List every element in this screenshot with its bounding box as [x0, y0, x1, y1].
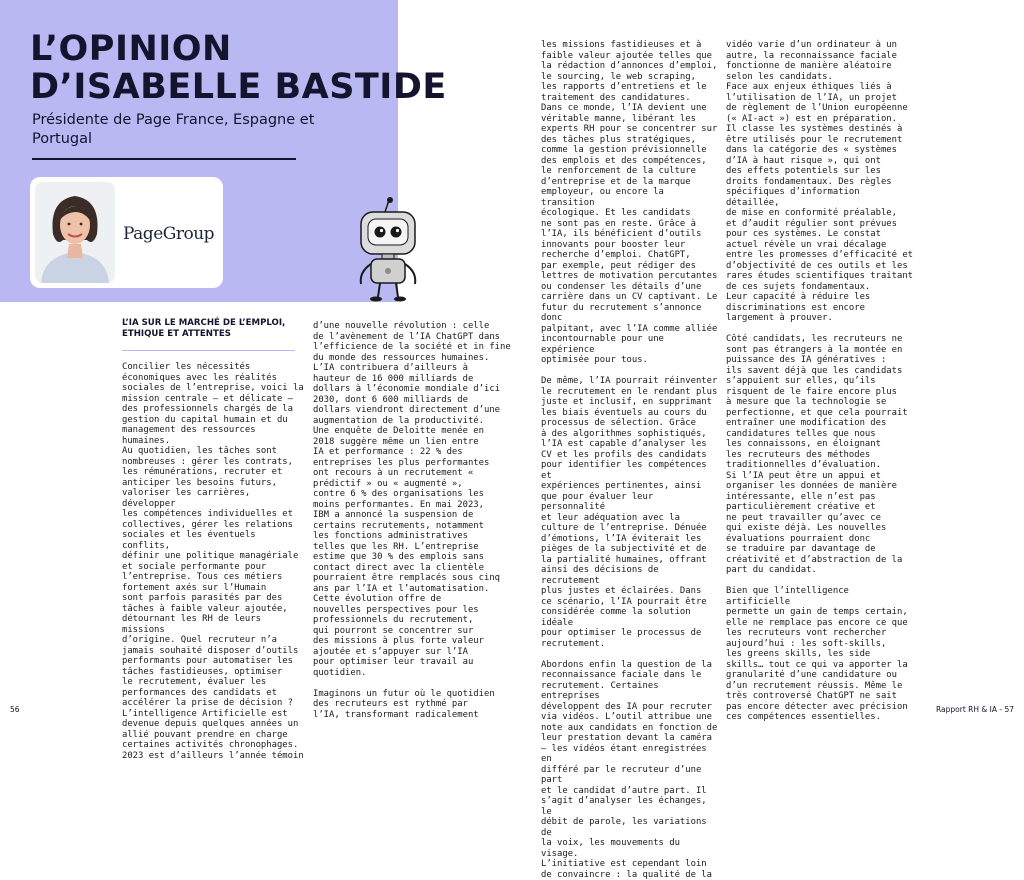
title-divider	[32, 158, 296, 160]
paragraph: Bien que l’intelligence artificielle permette un gain de temps certain, elle ne remplace pas encore ce que les recruteurs vont rechercher aujourd’hui : les soft-skills, les greens skills, les side skills… tout ce qui va apporter la granularité d’une candidature ou d’un recrutement réussis. Même le très controversé ChatGPT ne sait pas encore détecter avec précision ces compétences essentielles.	[726, 586, 916, 723]
paragraph: d’une nouvelle révolution : celle de l’avènement de l’IA ChatGPT dans l’efficience de la société et in fine du monde des ressources humaines. L’IA contribuera d’ailleurs à hauteur de 16 000 milliards de dollars à l’économie mondiale d’ici 2030, dont 6 600 milliards de dollars viendront directement d’une augmentation de la productivité. Une enquête de Deloitte menée en 2018 suggère même un lien entre IA et performance : 22 % des entreprises les plus performantes ont recours à un recrutement « prédictif » ou « augmenté », contre 6 % des organisations les moins performantes. En mai 2023, IBM a annoncé la suspension de certains recrutements, notamment les fonctions administratives telles que les RH. L’entreprise estime que 30 % des emplois sans contact direct avec la clientèle pourraient être remplacés sous cinq ans par l’IA et l’automatisation. Cette évolution offre de nouvelles perspectives pour les professionnels du recrutement, qui pourront se concentrer sur des missions à plus forte valeur ajoutée et s’appuyer sur l’IA pour optimiser leur travail au quotidien.	[313, 321, 523, 678]
paragraph: Imaginons un futur où le quotidien des recruteurs est rythmé par l’IA, transformant radicalement	[313, 689, 523, 721]
page-number-right: Rapport RH & IA - 57	[936, 705, 1014, 714]
page-number-left: 56	[10, 705, 20, 714]
paragraph: Concilier les nécessités économiques avec les réalités sociales de l’entreprise, voici la mission centrale – et délicate – des professionnels chargés de la gestion du capital humain et du management des ressources humaines. Au quotidien, les tâches sont nombreuses : gérer les contrats, les rémunérations, recruter et anticiper les besoins futurs, valoriser les carrières, développer les compétences individuelles et collectives, gérer les relations sociales et les éventuels conflits, définir une politique managériale et sociale performante pour l’entreprise. Tous ces métiers fortement axés sur l’Humain sont parfois parasités par des tâches à faible valeur ajoutée, détournant les RH de leurs missions d’origine. Quel recruteur n’a jamais souhaité disposer d’outils performants pour automatiser les tâches fastidieuses, optimiser le recrutement, évaluer les performances des candidats et accélérer la prise de décision ? L’intelligence Artificielle est devenue depuis quelques années un allié pouvant prendre en charge certaines activités chronophages. 2023 est d’ailleurs l’année témoin	[122, 362, 306, 761]
paragraph: vidéo varie d’un ordinateur à un autre, la reconnaissance faciale fonctionne de manière aléatoire selon les candidats. Face aux enjeux éthiques liés à l’utilisation de l’IA, un projet de règlement de l’Union européenne (« AI-act ») est en préparation. Il classe les systèmes destinés à être utilisés pour le recrutement dans la catégorie des « systèmes d’IA à haut risque », qui ont des effets potentiels sur les droits fondamentaux. Des règles spécifiques d’information détaillée, de mise en conformité préalable, et d’audit régulier sont prévues pour ces systèmes. Le constat actuel révèle un vrai décalage entre les promesses d’efficacité et d’objectivité de ces outils et les rares études scientifiques traitant de ces sujets fondamentaux. Leur capacité à réduire les discriminations est encore largement à prouver.	[726, 40, 916, 324]
pagegroup-logo: PageGroup	[123, 224, 214, 244]
robot-illustration	[335, 196, 445, 306]
author-card	[30, 177, 223, 288]
text-column-3	[541, 40, 719, 880]
section-heading-line-1: L’IA SUR LE MARCHÉ DE L’EMPLOI,	[122, 318, 302, 329]
title-line-2: D’ISABELLE BASTIDE	[30, 68, 447, 106]
paragraph: Côté candidats, les recruteurs ne sont pas étrangers à la montée en puissance des IA génératives : ils savent déjà que les candidats s’appuient sur elles, qu’ils risquent de le faire encore plus à mesure que la technologie se perfectionne, et que cela pourrait entraîner une modification des candidatures telles que nous les connaissons, en éloignant les recruteurs des méthodes traditionnelles d’évaluation. Si l’IA peut être un appui et organiser les données de manière intéressante, elle n’est pas particulièrement créative et ne peut travailler qu’avec ce qui existe déjà. Les nouvelles évaluations pourraient donc se traduire par davantage de créativité et d’abstraction de la part du candidat.	[726, 334, 916, 576]
title-line-1: L’OPINION	[30, 30, 447, 68]
text-column-4	[726, 40, 916, 723]
paragraph: les missions fastidieuses et à faible valeur ajoutée telles que la rédaction d’annonces d’emploi, le sourcing, le web scraping, les rapports d’entretiens et le traitement des candidatures. Dans ce monde, l’IA devient une véritable manne, libérant les experts RH pour se concentrer sur des tâches plus stratégiques, comme la gestion prévisionnelle des emplois et des compétences, le renforcement de la culture d’entreprise et de la marque employeur, ou encore la transition écologique. Et les candidats ne sont pas en reste. Grâce à l’IA, ils bénéficient d’outils innovants pour booster leur recherche d’emploi. ChatGPT, par exemple, peut rédiger des lettres de motivation percutantes ou condenser les détails d’une carrière dans un CV captivant. Le futur du recrutement s’annonce donc palpitant, avec l’IA comme alliée incontournable pour une expérience optimisée pour tous.	[541, 40, 719, 366]
section-divider	[122, 350, 295, 351]
text-column-2	[313, 321, 523, 720]
text-column-1	[122, 362, 306, 761]
author-role: Présidente de Page France, Espagne et Portugal	[32, 111, 332, 149]
author-portrait	[35, 182, 115, 283]
section-heading-line-2: ETHIQUE ET ATTENTES	[122, 329, 302, 340]
section-heading	[122, 318, 302, 340]
article-title	[30, 30, 447, 106]
paragraph: Abordons enfin la question de la reconnaissance faciale dans le recrutement. Certaines entreprises développent des IA pour recruter via vidéos. L’outil attribue une note aux candidats en fonction de leur prestation devant la caméra – les vidéos étant enregistrées en différé par le recruteur d’une part et le candidat d’autre part. Il s’agit d’analyser les échanges, le débit de parole, les variations de la voix, les mouvements du visage. L’initiative est cependant loin de convaincre : la qualité de la	[541, 660, 719, 880]
paragraph: De même, l’IA pourrait réinventer le recrutement en le rendant plus juste et inclusif, en supprimant les biais éventuels au cours du processus de sélection. Grâce à des algorithmes sophistiqués, l’IA est capable d’analyser les CV et les profils des candidats pour identifier les compétences et expériences pertinentes, ainsi que pour évaluer leur personnalité et leur adéquation avec la culture de l’entreprise. Dénuée d’émotions, l’IA éviterait les pièges de la subjectivité et de la partialité humaines, offrant ainsi des décisions de recrutement plus justes et éclairées. Dans ce scénario, l’IA pourrait être considérée comme la solution idéale pour optimiser le processus de recrutement.	[541, 376, 719, 649]
